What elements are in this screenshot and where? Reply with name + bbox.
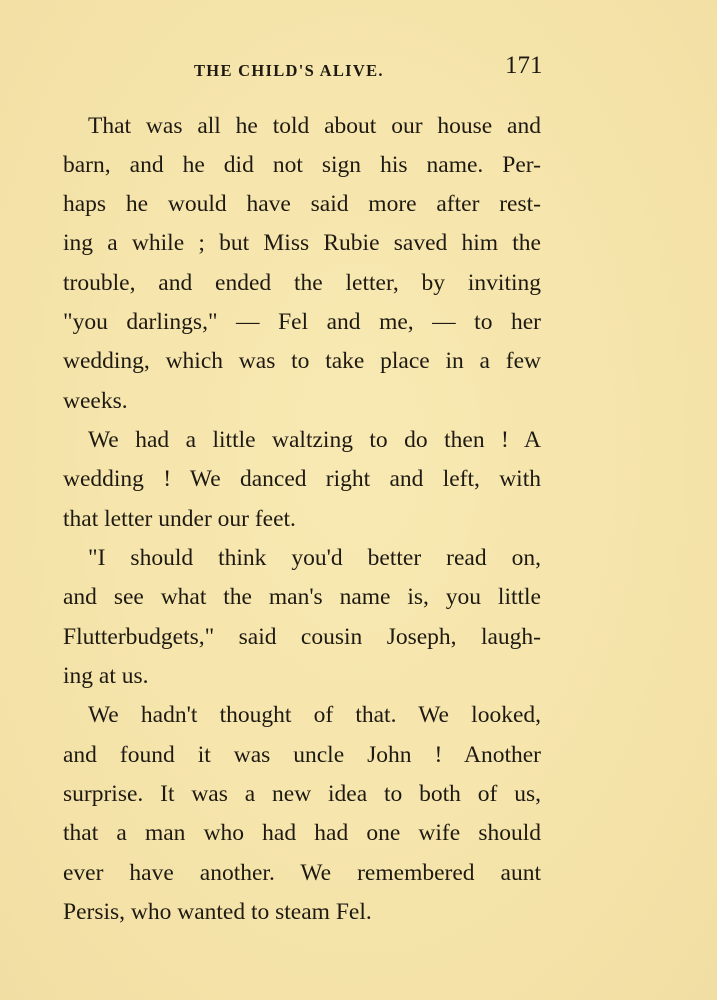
page-number: 171 bbox=[505, 52, 543, 79]
running-head: THE CHILD'S ALIVE. bbox=[194, 61, 384, 80]
text-line: ing a while ; but Miss Rubie saved him the bbox=[63, 230, 541, 256]
text-line: That was all he told about our house and bbox=[88, 113, 541, 139]
text-line: and found it was uncle John ! Another bbox=[63, 742, 541, 768]
text-line: Flutterbudgets," said cousin Joseph, laugh- bbox=[63, 624, 541, 650]
text-line: haps he would have said more after rest- bbox=[63, 191, 541, 217]
text-line: and see what the man's name is, you little bbox=[63, 584, 541, 610]
text-line: ing at us. bbox=[63, 663, 149, 689]
page-header bbox=[0, 52, 717, 86]
text-line: barn, and he did not sign his name. Per- bbox=[63, 152, 541, 178]
text-line: weeks. bbox=[63, 388, 128, 414]
text-line: wedding ! We danced right and left, with bbox=[63, 466, 541, 492]
text-line: surprise. It was a new idea to both of us, bbox=[63, 781, 541, 807]
text-line: that letter under our feet. bbox=[63, 506, 296, 532]
text-line: that a man who had had one wife should bbox=[63, 820, 541, 846]
text-line: trouble, and ended the letter, by inviting bbox=[63, 270, 541, 296]
text-line: ever have another. We remembered aunt bbox=[63, 860, 541, 886]
text-line: We had a little waltzing to do then ! A bbox=[88, 427, 541, 453]
text-line: We hadn't thought of that. We looked, bbox=[88, 702, 541, 728]
text-line: "I should think you'd better read on, bbox=[88, 545, 541, 571]
text-line: wedding, which was to take place in a few bbox=[63, 348, 541, 374]
text-line: Persis, who wanted to steam Fel. bbox=[63, 899, 372, 925]
text-line: "you darlings," — Fel and me, — to her bbox=[63, 309, 541, 335]
